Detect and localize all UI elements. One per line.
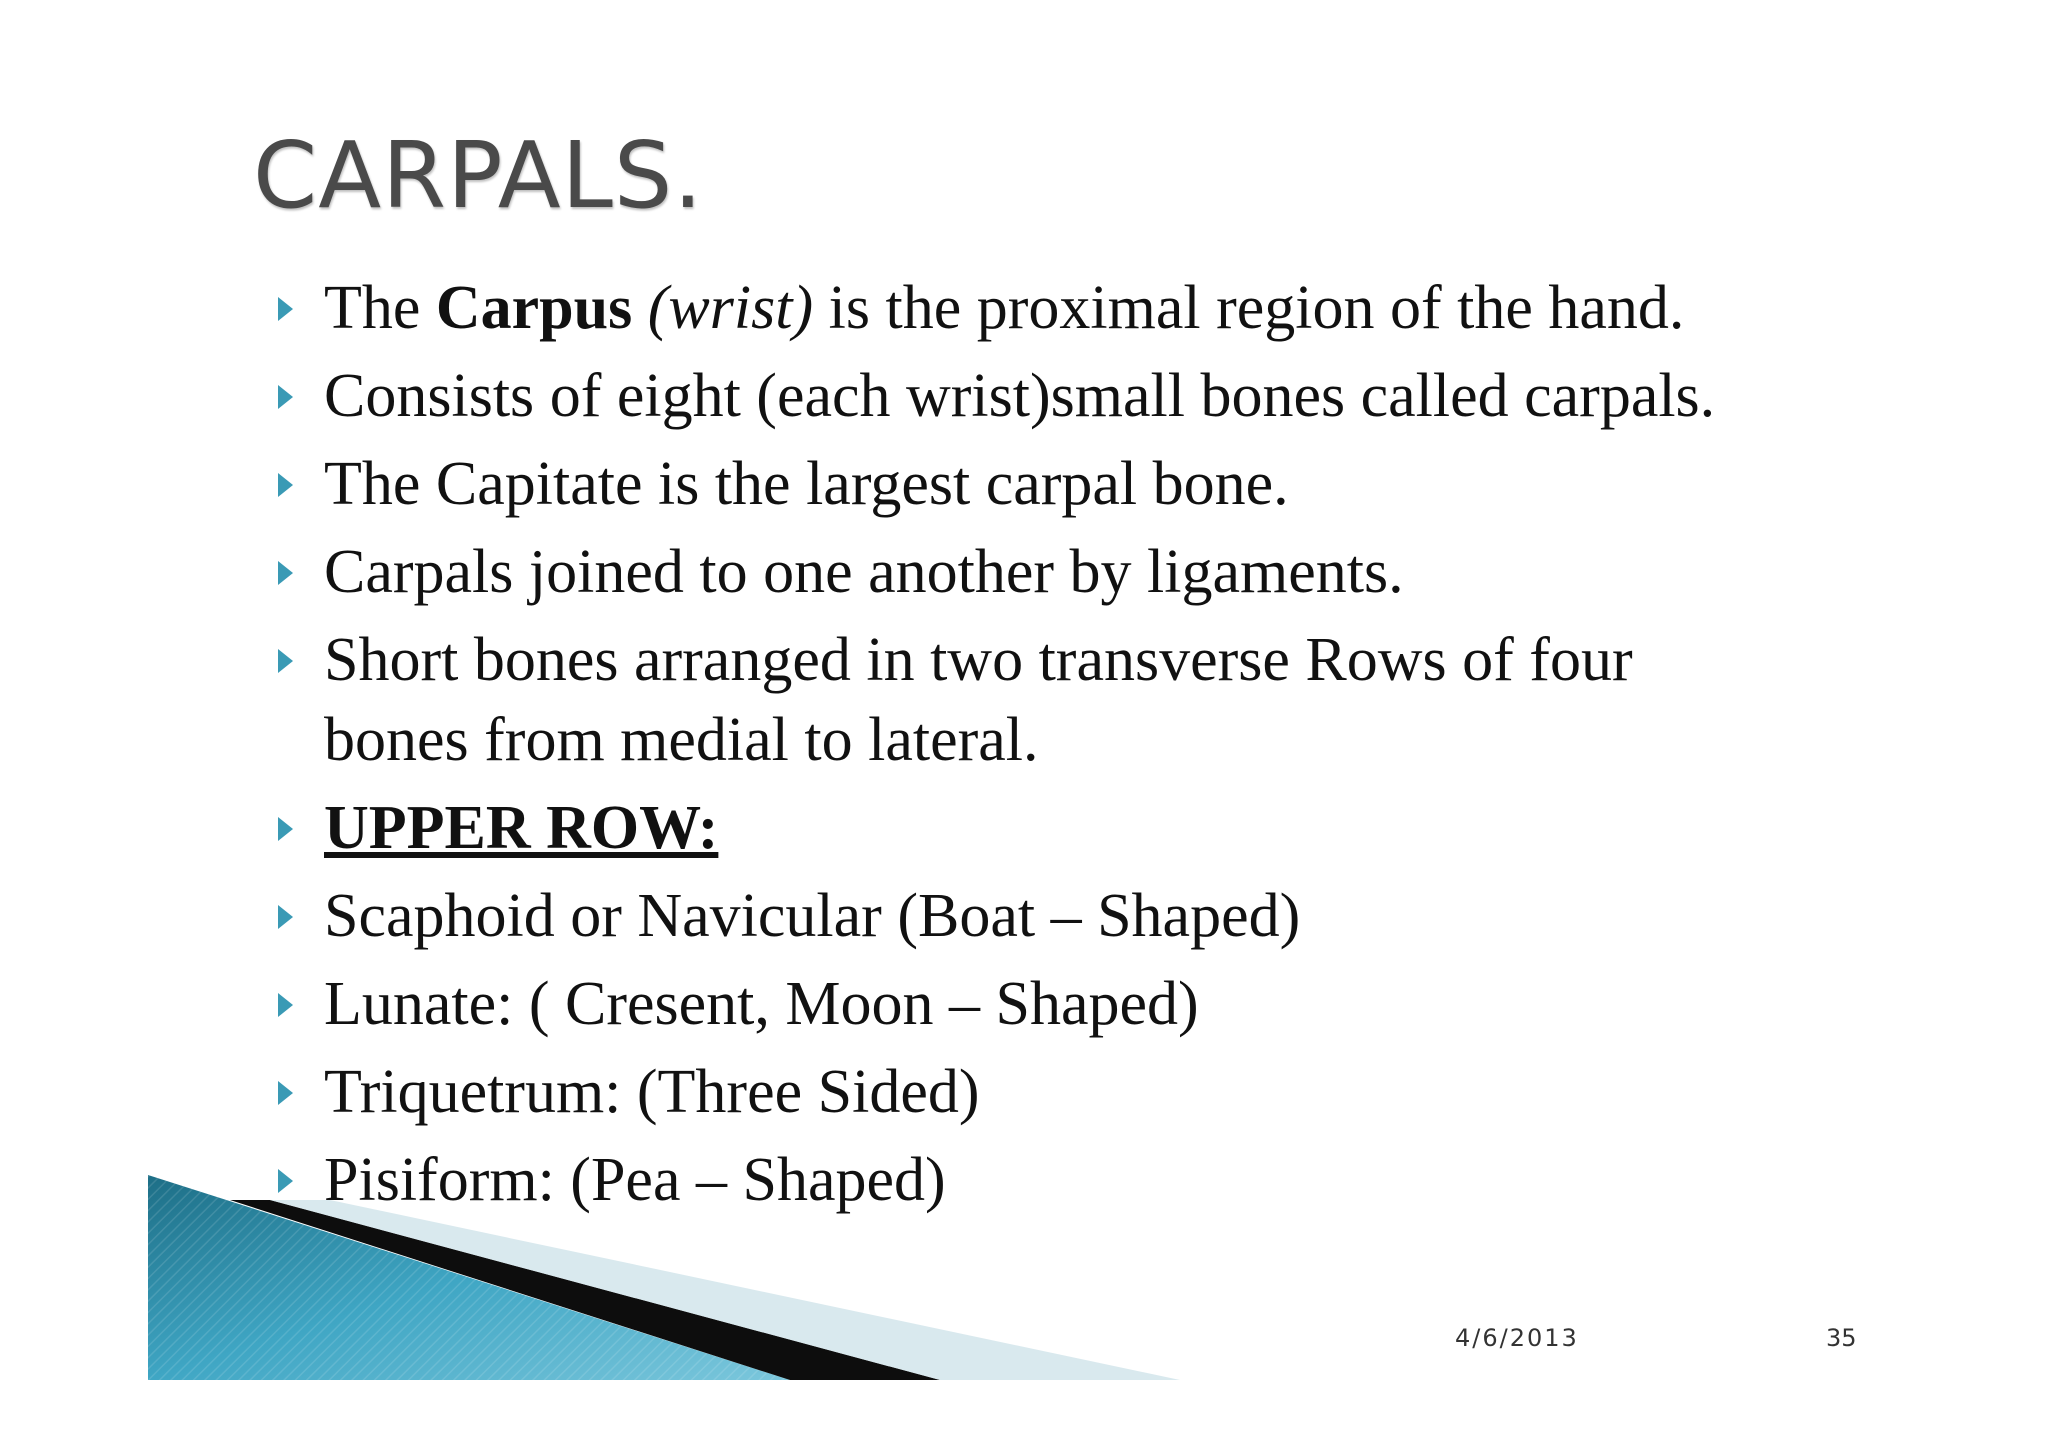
page-number: 35 xyxy=(1826,1324,1857,1352)
bullet-arrow-icon xyxy=(278,561,293,585)
footer-date: 4/6/2013 xyxy=(1455,1324,1579,1352)
bullet-text: Short bones arranged in two transverse Rows of four xyxy=(324,626,1633,694)
bullet-text: Consists of eight (each wrist)small bones called carpals. xyxy=(324,362,1716,430)
bullet-arrow-icon xyxy=(278,297,293,321)
list-item xyxy=(278,788,1838,868)
bullet-text: Triquetrum: (Three Sided) xyxy=(324,1058,980,1126)
bullet-arrow-icon xyxy=(278,1169,293,1193)
bullet-arrow-icon xyxy=(278,1081,293,1105)
bullet-text: Carpals joined to one another by ligaments. xyxy=(324,538,1404,606)
list-item xyxy=(278,356,1838,436)
bullet-text: Pisiform: (Pea – Shaped) xyxy=(324,1146,946,1214)
bullet-text: Scaphoid or Navicular (Boat – Shaped) xyxy=(324,882,1301,950)
list-item xyxy=(278,444,1838,524)
bold-term: Carpus xyxy=(435,274,633,342)
list-item xyxy=(278,620,1838,780)
bullet-text: is the proximal region of the hand. xyxy=(813,274,1685,342)
bullet-arrow-icon xyxy=(278,385,293,409)
section-heading: UPPER ROW: xyxy=(324,794,719,862)
list-item xyxy=(278,876,1838,956)
list-item xyxy=(278,532,1838,612)
bullet-arrow-icon xyxy=(278,649,293,673)
bullet-text: The xyxy=(324,274,436,342)
list-item xyxy=(278,268,1838,348)
bullet-text: bones from medial to lateral. xyxy=(324,706,1039,774)
slide-title: CARPALS. xyxy=(253,122,704,229)
list-item xyxy=(278,964,1838,1044)
bullet-text: Lunate: ( Cresent, Moon – Shaped) xyxy=(324,970,1199,1038)
bullet-arrow-icon xyxy=(278,817,293,841)
bullet-text: The Capitate is the largest carpal bone. xyxy=(324,450,1289,518)
bullet-list xyxy=(278,268,1838,1228)
bullet-arrow-icon xyxy=(278,905,293,929)
italic-term: (wrist) xyxy=(647,274,814,342)
bullet-arrow-icon xyxy=(278,993,293,1017)
list-item xyxy=(278,1052,1838,1132)
list-item xyxy=(278,1140,1838,1220)
bullet-arrow-icon xyxy=(278,473,293,497)
